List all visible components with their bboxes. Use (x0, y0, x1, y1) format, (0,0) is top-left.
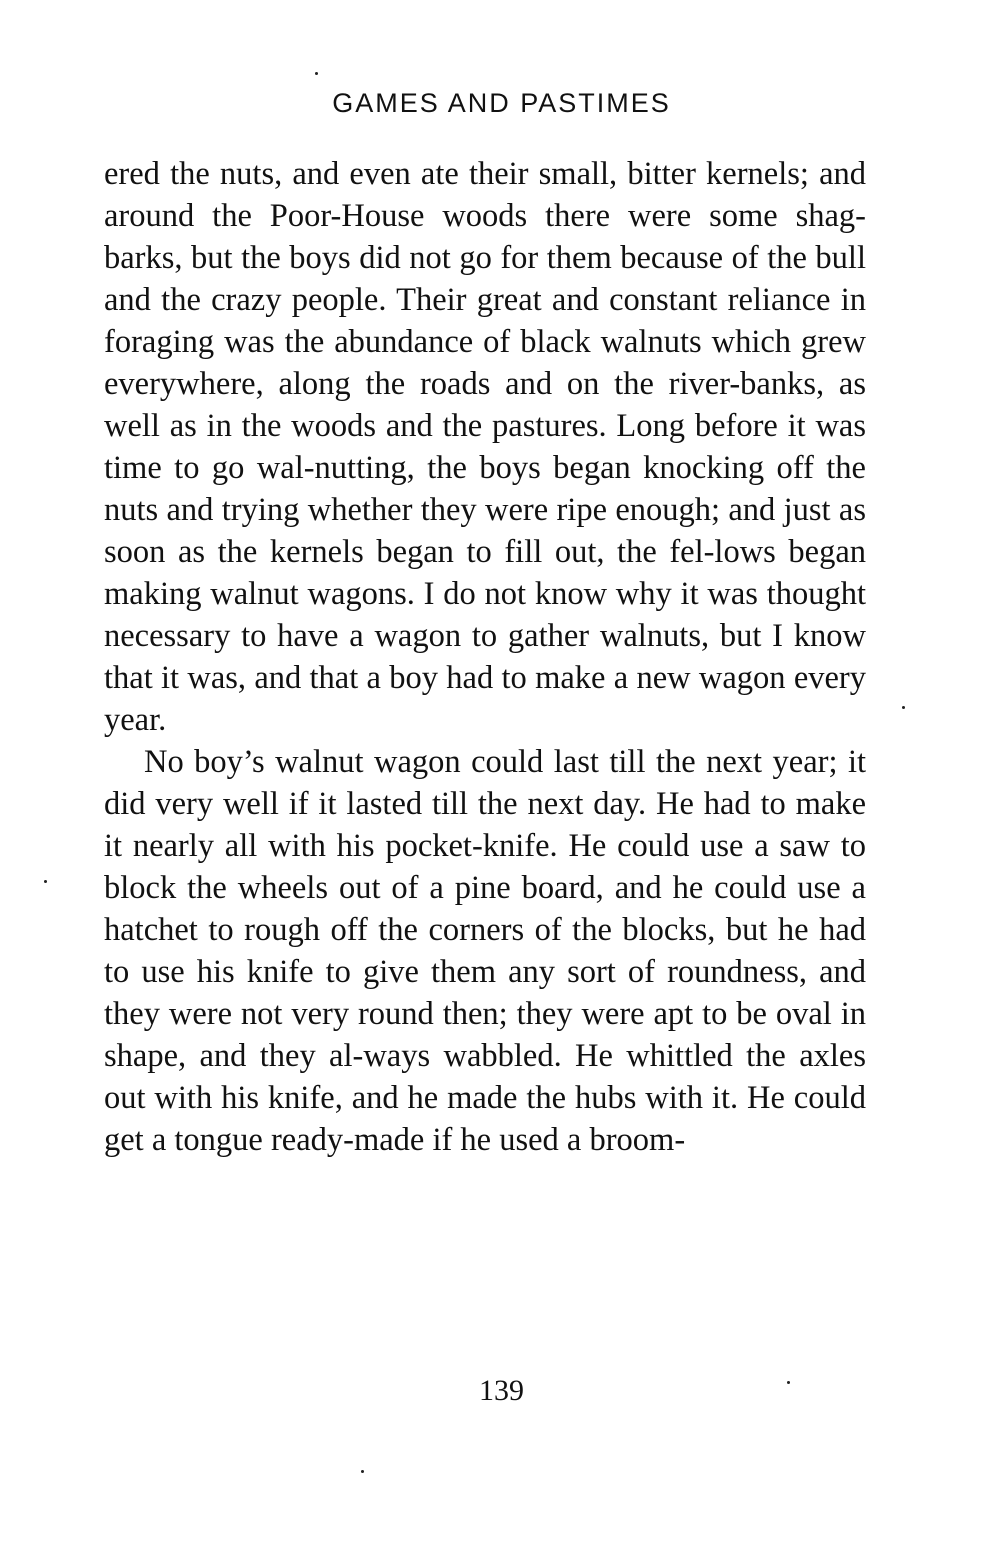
running-head: GAMES AND PASTIMES (332, 88, 671, 118)
print-speck (902, 706, 905, 709)
print-speck (361, 1470, 364, 1473)
print-speck (44, 880, 47, 883)
print-speck (787, 1381, 790, 1384)
paragraph-continued: ered the nuts, and even ate their small, bitter kernels; and around the Poor-House woods there were some shag-barks, but the boys did not go for them because of the bull and the crazy people. Their great and constant reliance in foraging was the abundance of black walnuts which grew everywhere, along the roads and on the river-banks, as well as in the woods and the pastures. Long before it was time to go wal-nutting, the boys began knocking off the nuts and trying whether they were ripe enough; and just as soon as the kernels began to fill out, the fel-lows began making walnut wagons. I do not know why it was thought necessary to have a wagon to gather walnuts, but I know that it was, and that a boy had to make a new wagon every year. (104, 156, 866, 738)
page-number: 139 (479, 1374, 524, 1407)
paragraph-walnut-wagon: No boy’s walnut wagon could last till the next year; it did very well if it lasted till the next day. He had to make it nearly all with his pocket-knife. He could use a saw to block the wheels out of a pine board, and he could use a hatchet to rough off the corners of the blocks, but he had to use his knife to give them any sort of roundness, and they were not very round then; they were apt to be oval in shape, and they al-ways wabbled. He whittled the axles out with his knife, and he made the hubs with it. He could get a tongue ready-made if he used a broom- (104, 744, 866, 1158)
body-text (104, 153, 866, 1161)
print-speck (315, 72, 318, 75)
